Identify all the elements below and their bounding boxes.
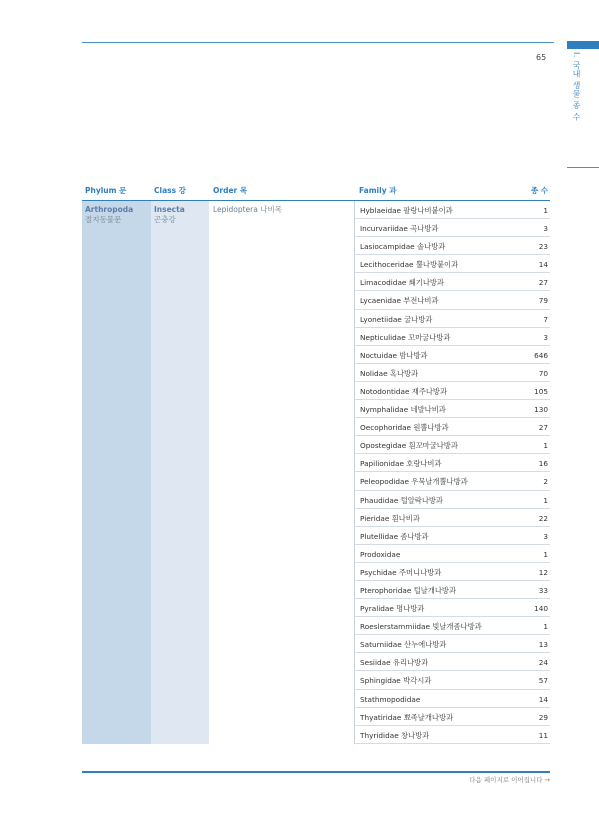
species-count: 79	[538, 296, 548, 306]
species-count: 7	[543, 314, 548, 324]
species-count: 24	[538, 658, 548, 668]
table-row	[354, 653, 550, 671]
family-name: Phaudidae 털알락나방과	[360, 495, 443, 505]
family-name: Incurvariidae 곡나방과	[360, 224, 439, 234]
family-name: Saturniidae 산누에나방과	[360, 640, 447, 650]
family-name: Noctuidae 밤나방과	[360, 350, 428, 360]
species-count: 130	[534, 405, 548, 415]
family-name: Lycaenidae 부전나비과	[360, 296, 439, 306]
species-count: 3	[543, 224, 548, 234]
header-count: 종 수	[530, 186, 548, 195]
species-count: 22	[538, 513, 548, 523]
species-count: 57	[538, 676, 548, 686]
table-row	[354, 346, 550, 364]
table-row	[354, 472, 550, 490]
family-name: Psychidae 주머니나방과	[360, 567, 442, 577]
species-count: 33	[538, 585, 548, 595]
table-row	[354, 708, 550, 726]
table-row	[354, 454, 550, 472]
table-row	[354, 364, 550, 382]
phylum-column	[82, 201, 151, 744]
phylum-ko: 절지동물문	[85, 215, 122, 224]
bottom-rule	[82, 771, 550, 773]
table-row	[354, 509, 550, 527]
species-count: 70	[538, 368, 548, 378]
side-rule	[567, 167, 599, 168]
phylum-en: Arthropoda	[85, 205, 134, 214]
species-count: 27	[538, 278, 548, 288]
species-count: 646	[534, 350, 548, 360]
class-column	[151, 201, 209, 744]
family-name: Nolidae 혹나방과	[360, 368, 419, 378]
page-number: 65	[536, 53, 547, 62]
family-name: Papilionidae 호랑나비과	[360, 459, 442, 469]
header-order: Order 목	[213, 186, 248, 195]
order-column	[209, 201, 355, 744]
order-name: Lepidoptera 나비목	[213, 205, 282, 214]
table-row	[354, 400, 550, 418]
family-name: Stathmopodidae	[360, 694, 421, 704]
family-name: Pieridae 흰나비과	[360, 513, 420, 523]
table-row	[354, 291, 550, 309]
table-row	[354, 328, 550, 346]
table-row	[354, 418, 550, 436]
table-row	[354, 382, 550, 400]
family-name: Limacodidae 쐐기나방과	[360, 278, 444, 288]
species-count: 1	[543, 549, 548, 559]
class-ko: 곤충강	[154, 215, 176, 224]
species-count: 14	[538, 260, 548, 270]
table-row	[354, 491, 550, 509]
family-name: Pterophoridae 털날개나방과	[360, 585, 457, 595]
species-count: 11	[538, 730, 548, 740]
class-en: Insecta	[154, 205, 185, 214]
family-name: Lecithoceridae 뿔나방붙이과	[360, 260, 459, 270]
family-name: Thyrididae 창나방과	[360, 730, 430, 740]
family-name: Thyatiridae 뾰족날개나방과	[360, 712, 454, 722]
header-class: Class 강	[154, 186, 186, 195]
chapter-label: I. 국내 생물 종 수	[572, 52, 581, 122]
species-count: 140	[534, 604, 548, 614]
family-name: Notodontidae 재주나방과	[360, 386, 448, 396]
species-count: 14	[538, 694, 548, 704]
table-row	[354, 635, 550, 653]
table-row	[354, 219, 550, 237]
table-row	[354, 617, 550, 635]
species-count: 1	[543, 441, 548, 451]
species-count: 105	[534, 386, 548, 396]
species-count: 2	[543, 477, 548, 487]
table-row	[354, 310, 550, 328]
species-count: 3	[543, 332, 548, 342]
family-name: Nepticulidae 꼬마굴나방과	[360, 332, 451, 342]
table-row	[354, 201, 550, 219]
family-name: Peleopodidae 우묵날개뿔나방과	[360, 477, 468, 487]
family-name: Oecophoridae 원뿔나방과	[360, 423, 449, 433]
table-row	[354, 726, 550, 744]
header-family: Family 과	[359, 186, 397, 195]
family-name: Roeslerstammiidae 빛날개좀나방과	[360, 622, 482, 632]
species-count: 27	[538, 423, 548, 433]
table-row	[354, 273, 550, 291]
family-rows	[354, 201, 550, 744]
table-row	[354, 255, 550, 273]
species-count: 1	[543, 495, 548, 505]
family-name: Pyralidae 명나방과	[360, 604, 425, 614]
family-name: Nymphalidae 네발나비과	[360, 405, 446, 415]
chapter-tab	[567, 41, 599, 49]
top-rule	[82, 42, 554, 43]
table-row	[354, 671, 550, 689]
species-count: 23	[538, 242, 548, 252]
family-name: Lyonetiidae 굴나방과	[360, 314, 433, 324]
family-name: Plutellidae 좀나방과	[360, 531, 429, 541]
species-count: 29	[538, 712, 548, 722]
table-body	[82, 201, 550, 744]
table-row	[354, 237, 550, 255]
species-count: 1	[543, 206, 548, 215]
species-table	[82, 181, 550, 744]
family-name: Sesiidae 유리나방과	[360, 658, 429, 668]
species-count: 12	[538, 567, 548, 577]
family-name: Hyblaeidae 팔랑나비붙이과	[360, 206, 453, 215]
family-name: Lasiocampidae 솔나방과	[360, 242, 446, 252]
table-row	[354, 581, 550, 599]
table-header	[82, 181, 550, 201]
species-count: 3	[543, 531, 548, 541]
family-name: Sphingidae 박각시과	[360, 676, 432, 686]
species-count: 16	[538, 459, 548, 469]
species-count: 13	[538, 640, 548, 650]
family-name: Prodoxidae	[360, 549, 401, 559]
table-row	[354, 690, 550, 708]
continue-note: 다음 페이지로 이어집니다 →	[469, 776, 550, 784]
table-row	[354, 563, 550, 581]
table-row	[354, 599, 550, 617]
table-row	[354, 436, 550, 454]
table-row	[354, 527, 550, 545]
family-name: Opostegidae 흰꼬마굴나방과	[360, 441, 458, 451]
table-row	[354, 545, 550, 563]
species-count: 1	[543, 622, 548, 632]
header-phylum: Phylum 문	[85, 186, 127, 195]
